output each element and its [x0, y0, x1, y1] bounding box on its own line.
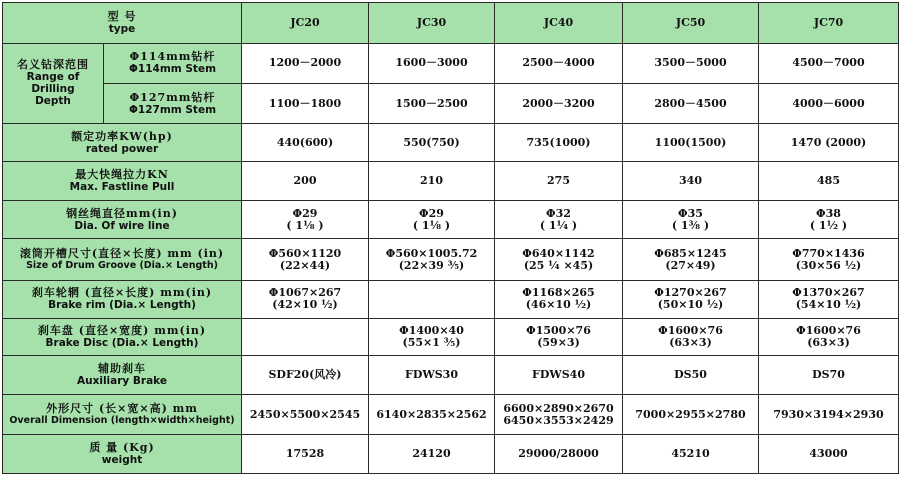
max-fastline-pull-label-zh: 最大快绳拉力KN [75, 168, 169, 182]
drilling-range-row-114 [3, 43, 899, 84]
stem-label-en: Φ127mm Stem [128, 103, 217, 116]
value-line: 200 [293, 174, 317, 188]
max-fastline-pull-row [3, 162, 899, 201]
stem-127-label-cell [104, 84, 242, 124]
value-line: (27×49) [665, 258, 716, 272]
brake-rim-label-en: Brake rim (Dia.× Length) [48, 299, 196, 312]
weight-label-zh: 质 量 (Kg) [89, 441, 155, 455]
value-line: ( 1¹⁄₈ ) [286, 218, 324, 232]
value-line: (63×3) [807, 335, 850, 349]
value-line: Φ1400×40 [399, 323, 464, 337]
auxiliary-brake-label-cell [3, 356, 242, 395]
brake-rim-label-zh: 刹车轮辋 (直径×长度) mm(in) [31, 286, 213, 300]
value-cell: 1100－1800 [242, 84, 369, 124]
value-line: 6140×2835×2562 [376, 407, 487, 421]
value-cell [623, 200, 759, 239]
stem-label-zh: Φ114mm钻杆 [129, 50, 216, 64]
stem-label-en: Φ114mm Stem [128, 63, 217, 76]
value-line: Φ29 [292, 206, 318, 220]
value-cell: 2000－3200 [495, 84, 623, 124]
value-line: Φ560×1005.72 [385, 246, 478, 260]
value-line: Φ1370×267 [792, 286, 865, 300]
value-cell [242, 394, 369, 435]
value-cell [495, 435, 623, 474]
value-line: (63×3) [669, 335, 712, 349]
value-line: ( 1¹⁄₈ ) [412, 218, 451, 232]
value-cell [495, 123, 623, 162]
value-line: Φ29 [419, 206, 444, 220]
value-line: Φ1600×76 [796, 323, 861, 337]
value-line: Φ685×1245 [654, 246, 727, 260]
value-cell: 4500－7000 [759, 43, 899, 84]
value-line: 6600×2890×2670 [503, 401, 614, 415]
drilling-range-label-cell [3, 43, 104, 123]
value-cell [623, 318, 759, 356]
drum-groove-size-row [3, 239, 899, 281]
value-cell [759, 281, 899, 319]
value-cell [242, 281, 369, 319]
wire-line-diameter-label-zh: 钢丝绳直径mm(in) [66, 206, 178, 220]
value-cell [759, 123, 899, 162]
rated-power-label-cell [3, 123, 242, 162]
drilling-range-label-en-1: Range of [26, 71, 80, 84]
auxiliary-brake-label-en: Auxiliary Brake [76, 374, 168, 387]
wire-line-diameter-row [3, 200, 899, 239]
value-line: 1470 (2000) [790, 135, 867, 149]
value-cell [242, 200, 369, 239]
value-line: (25 ¹⁄₄ ×45) [523, 258, 594, 272]
value-cell [623, 239, 759, 281]
value-line: FDWS40 [532, 367, 585, 381]
value-line: 29000/28000 [518, 447, 599, 461]
value-cell [369, 356, 495, 395]
model-header: JC20 [242, 3, 369, 44]
wire-line-diameter-label-cell [3, 200, 242, 239]
value-cell [369, 281, 495, 319]
value-cell: 1200－2000 [242, 43, 369, 84]
value-line: (55×1 ³⁄₅) [402, 335, 461, 349]
value-line: (22×44) [279, 258, 331, 272]
value-line: (46×10 ¹⁄₂) [525, 298, 592, 312]
value-line: Φ1270×267 [654, 286, 727, 300]
value-cell: 1600－3000 [369, 43, 495, 84]
value-cell [495, 394, 623, 435]
value-line: (42×10 ¹⁄₂) [272, 298, 338, 312]
value-cell [759, 435, 899, 474]
rated-power-row [3, 123, 899, 162]
value-line: 485 [817, 174, 840, 188]
wire-line-diameter-label-en: Dia. Of wire line [74, 219, 170, 232]
value-cell [369, 162, 495, 201]
brake-disc-label-cell [3, 318, 242, 356]
header-row [3, 3, 899, 44]
value-line: (59×3) [537, 335, 580, 349]
weight-row [3, 435, 899, 474]
model-header: JC40 [495, 3, 623, 44]
value-cell: 4000－6000 [759, 84, 899, 124]
value-cell [759, 394, 899, 435]
value-line: FDWS30 [405, 367, 458, 381]
value-line: 24120 [412, 447, 451, 461]
drilling-range-label-zh: 名义钻深范围 [17, 58, 89, 72]
value-line: DS70 [812, 367, 845, 381]
value-line: Φ1168×265 [522, 286, 595, 300]
value-line: 440(600) [276, 135, 334, 149]
value-line: (50×10 ¹⁄₂) [657, 298, 724, 312]
value-line: (54×10 ¹⁄₂) [795, 298, 862, 312]
type-label-zh: 型 号 [107, 9, 137, 23]
drum-groove-size-label-zh: 滚筒开槽尺寸(直径×长度) mm (in) [19, 246, 225, 260]
drawworks-spec-table [2, 2, 899, 474]
value-line: ( 1¹⁄₄ ) [539, 218, 578, 232]
value-cell [759, 162, 899, 201]
value-cell [759, 239, 899, 281]
value-line: 210 [420, 174, 443, 188]
value-line: Φ1500×76 [526, 323, 591, 337]
value-line: 6450×3553×2429 [503, 413, 614, 427]
value-line: 550(750) [403, 135, 460, 149]
value-cell [495, 281, 623, 319]
value-cell [623, 356, 759, 395]
overall-dimension-row [3, 394, 899, 435]
value-cell [623, 394, 759, 435]
value-cell [369, 239, 495, 281]
value-cell [242, 239, 369, 281]
drum-groove-size-label-en: Size of Drum Groove (Dia.× Length) [26, 259, 218, 271]
value-line: (22×39 ³⁄₅) [398, 258, 465, 272]
value-cell [242, 435, 369, 474]
value-line: Φ35 [678, 206, 703, 220]
value-line: DS50 [674, 367, 707, 381]
drilling-range-label-en-3: Depth [35, 95, 71, 108]
value-cell [242, 356, 369, 395]
weight-label-en: weight [101, 454, 143, 467]
value-line: (30×56 ¹⁄₂) [795, 258, 862, 272]
value-cell [242, 162, 369, 201]
value-line: 2450×5500×2545 [249, 407, 361, 421]
rated-power-label-en: rated power [85, 142, 159, 155]
value-line: Φ1067×267 [268, 286, 342, 300]
value-cell [495, 239, 623, 281]
drilling-range-label-en-2: Drilling [31, 83, 75, 96]
value-line: 17528 [285, 447, 325, 461]
value-line: Φ640×1142 [522, 246, 595, 260]
value-cell [495, 162, 623, 201]
value-cell [495, 356, 623, 395]
value-cell: 1500－2500 [369, 84, 495, 124]
auxiliary-brake-row [3, 356, 899, 395]
value-cell [759, 200, 899, 239]
value-cell [242, 318, 369, 356]
value-line: 340 [679, 174, 702, 188]
drilling-range-row-127 [3, 84, 899, 124]
value-line: ( 1¹⁄₂ ) [809, 218, 848, 232]
value-line: 45210 [671, 447, 710, 461]
rated-power-label-zh: 额定功率KW(hp) [71, 129, 173, 143]
model-header: JC50 [623, 3, 759, 44]
stem-114-label-cell [104, 43, 242, 84]
value-line: 275 [547, 174, 570, 188]
value-cell [623, 162, 759, 201]
value-line: 7930×3194×2930 [773, 407, 884, 421]
brake-disc-label-zh: 刹车盘 (直径×宽度) mm(in) [37, 323, 207, 337]
value-cell [495, 200, 623, 239]
weight-label-cell [3, 435, 242, 474]
brake-disc-row [3, 318, 899, 356]
value-cell [623, 281, 759, 319]
value-cell [242, 123, 369, 162]
max-fastline-pull-label-en: Max. Fastline Pull [69, 181, 175, 194]
brake-rim-label-cell [3, 281, 242, 319]
value-line: SDF20(风冷) [268, 367, 342, 381]
overall-dimension-label-en: Overall Dimension (length×width×height) [9, 414, 235, 426]
value-line: Φ32 [546, 206, 571, 220]
value-cell [495, 318, 623, 356]
value-line: 43000 [809, 447, 848, 461]
model-header: JC70 [759, 3, 899, 44]
value-cell [623, 123, 759, 162]
value-cell [759, 318, 899, 356]
value-line: ( 1³⁄₈ ) [671, 218, 710, 232]
value-line: 1100(1500) [654, 135, 727, 149]
value-cell [759, 356, 899, 395]
value-cell [369, 394, 495, 435]
value-cell [623, 435, 759, 474]
brake-rim-row [3, 281, 899, 319]
value-cell [369, 123, 495, 162]
value-line: Φ38 [816, 206, 841, 220]
max-fastline-pull-label-cell [3, 162, 242, 201]
model-header: JC30 [369, 3, 495, 44]
value-cell [369, 200, 495, 239]
value-line: 7000×2955×2780 [635, 407, 746, 421]
overall-dimension-label-zh: 外形尺寸 (长×宽×高) mm [46, 401, 198, 415]
value-cell: 2500－4000 [495, 43, 623, 84]
value-cell [369, 435, 495, 474]
value-cell: 3500－5000 [623, 43, 759, 84]
value-line: Φ770×1436 [792, 246, 865, 260]
value-cell [369, 318, 495, 356]
type-header-cell [3, 3, 242, 44]
value-line: 735(1000) [526, 135, 591, 149]
value-line: Φ1600×76 [658, 323, 723, 337]
drum-groove-size-label-cell [3, 239, 242, 281]
value-cell: 2800－4500 [623, 84, 759, 124]
stem-label-zh: Φ127mm钻杆 [129, 90, 216, 104]
auxiliary-brake-label-zh: 辅助刹车 [98, 361, 146, 375]
value-line: Φ560×1120 [268, 246, 342, 260]
brake-disc-label-en: Brake Disc (Dia.× Length) [45, 336, 199, 349]
overall-dimension-label-cell [3, 394, 242, 435]
type-label-en: type [108, 22, 136, 35]
